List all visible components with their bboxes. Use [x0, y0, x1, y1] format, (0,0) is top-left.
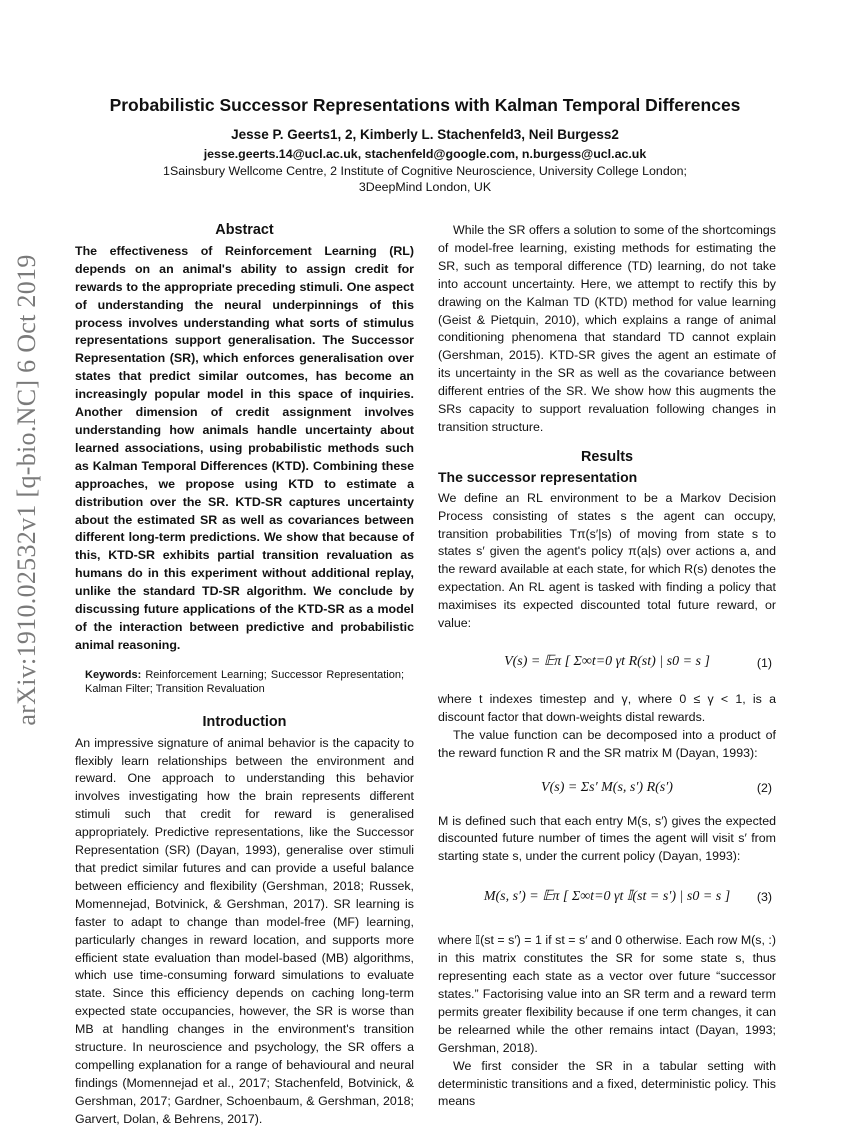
- sr-subheading: The successor representation: [438, 468, 638, 485]
- author-emails: jesse.geerts.14@ucl.ac.uk, stachenfeld@google.com, n.burgess@ucl.ac.uk: [203, 147, 647, 161]
- results-paragraph-4: M is defined such that each entry M(s, s′) gives the expected discounted future number of times the agent will visit s′ from starting state s, under the current policy (Dayan, 1993):: [438, 813, 776, 864]
- equation-1: [438, 639, 776, 691]
- keywords-text: Reinforcement Learning; Successor Representation; Kalman Filter; Transition Revaluation: [85, 668, 404, 695]
- equation-1-number: (1): [756, 655, 772, 670]
- results-heading: Results: [581, 448, 633, 465]
- results-paragraph-1: We define an RL environment to be a Markov Decision Process consisting of states s the agent can occupy, transition probabilities Tπ(s′|s) of moving from state s to states s′ given the agent's policy π(a|s) over actions a, and the reward available at each state, for which R(s) denotes the expectation. An RL agent is tasked with finding a policy that maximises its expected discounted total future reward, or value:: [438, 490, 776, 631]
- results-paragraph-3: The value function can be decomposed into a product of the reward function R and the SR matrix M (Dayan, 1993):: [438, 727, 776, 760]
- results-paragraph-2: where t indexes timestep and γ, where 0 ≤ γ < 1, is a discount factor that down-weights distal rewards.: [438, 691, 776, 724]
- equation-2: [438, 767, 776, 809]
- affiliations: 1Sainsbury Wellcome Centre, 2 Institute of Cognitive Neuroscience, University College London; 3DeepMind London, UK: [163, 164, 687, 194]
- arxiv-watermark: arXiv:1910.02532v1 [q-bio.NC] 6 Oct 2019: [12, 254, 41, 726]
- equation-1-body: V(s) = 𝔼π [ Σ∞t=0 γt R(st) | s0 = s ]: [504, 653, 710, 669]
- equation-2-number: (2): [756, 780, 772, 795]
- introduction-text: An impressive signature of animal behavior is the capacity to flexibly learn relationships between the environment and reward. One approach to understanding this behavior involves investigating how the brain represents different stimuli such that credit for reward is generalised appropriately. Predictive representations, like the Successor Representation (SR) (Dayan, 1993), generalise over stimuli that predict similar futures and can provide a useful balance between efficiency and flexibility (Gershman, 2018; Russek, Momennejad, Botvinick, & Gershman, 2017). SR learning is faster to adapt to change than model-free (MF) learning, particularly changes in reward location, and supports more efficient state evaluation than model-based (MB) algorithms, which use time-consuming forward simulations to evaluate state. Since this efficiency depends on caching long-term expected state occupancies, however, the SR is worse than MB at handling changes in the environment's transition structure. In neuroscience and psychology, the SR offers a compelling explanation for a range of behavioural and neural findings (Momennejad et al., 2017; Stachenfeld, Botvinick, & Gershman, 2017; Gardner, Schoenbaum, & Gershman, 2018; Garvert, Dolan, & Behrens, 2017).: [75, 735, 414, 1126]
- keywords-label: Keywords:: [85, 668, 142, 681]
- equation-2-body: V(s) = Σs′ M(s, s′) R(s′): [541, 779, 673, 795]
- intro-continuation: While the SR offers a solution to some of the shortcomings of model-free learning, existing methods for estimating the SR, such as temporal difference (TD) learning, do not take into account uncertainty. Here, we attempt to rectify this by drawing on the Kalman TD (KTD) method for value learning (Geist & Pietquin, 2010), which explains a range of animal conditioning phenomena that standard TD cannot explain (Gershman, 2015). KTD-SR gives the agent an estimate of its uncertainty in the SR as well as the covariance between different entries of the SR. We show how this augments the SRs capacity to support revaluation following changes in transition structure.: [438, 223, 776, 434]
- introduction-heading: Introduction: [202, 713, 287, 730]
- paper-title: Probabilistic Successor Representations with Kalman Temporal Differences: [109, 95, 741, 115]
- abstract-heading: Abstract: [215, 222, 274, 238]
- left-column: [75, 222, 414, 1129]
- results-paragraph-6: We first consider the SR in a tabular setting with deterministic transitions and a fixed, deterministic policy. This means: [438, 1058, 776, 1109]
- equation-3: [438, 872, 776, 928]
- abstract-text: The effectiveness of Reinforcement Learning (RL) depends on an animal's ability to assign credit for rewards to the appropriate preceding stimuli. One aspect of understanding the neural underpinnings of this process involves understanding what sorts of stimulus representations support generalisation. The Successor Representation (SR), which enforces generalisation over states that predict similar outcomes, has become an increasingly popular model in this space of inquiries. Another dimension of credit assignment involves understanding how animals handle uncertainty about learned associations, using probabilistic methods such as Kalman Temporal Differences (KTD). Combining these approaches, we propose using KTD to estimate a distribution over the SR. KTD-SR captures uncertainty about the estimated SR as well as covariances between different long-term predictions. We show that because of this, KTD-SR exhibits partial transition revaluation as humans do in this experiment without additional replay, unlike the standard TD-SR algorithm. We conclude by discussing future applications of the KTD-SR as a model of the interaction between predictive and probabilistic animal reasoning.: [75, 243, 414, 652]
- results-paragraph-5: where 𝕀(st = s′) = 1 if st = s′ and 0 otherwise. Each row M(s, :) in this matrix constitutes the SR for some state s, thus representing each state as a vector over future “successor states.” Factorising value into an SR term and a reward term permits greater flexibility because if one term changes, it can be relearned while the other remains intact (Dayan, 1993; Gershman, 2018).: [438, 933, 776, 1055]
- equation-3-number: (3): [756, 890, 772, 905]
- equation-3-body: M(s, s′) = 𝔼π [ Σ∞t=0 γt 𝕀(st = s′) | s0 = s ]: [483, 889, 731, 905]
- right-column: [438, 222, 776, 1111]
- keywords: [85, 668, 404, 696]
- authors: Jesse P. Geerts1, 2, Kimberly L. Stachenfeld3, Neil Burgess2: [231, 127, 619, 142]
